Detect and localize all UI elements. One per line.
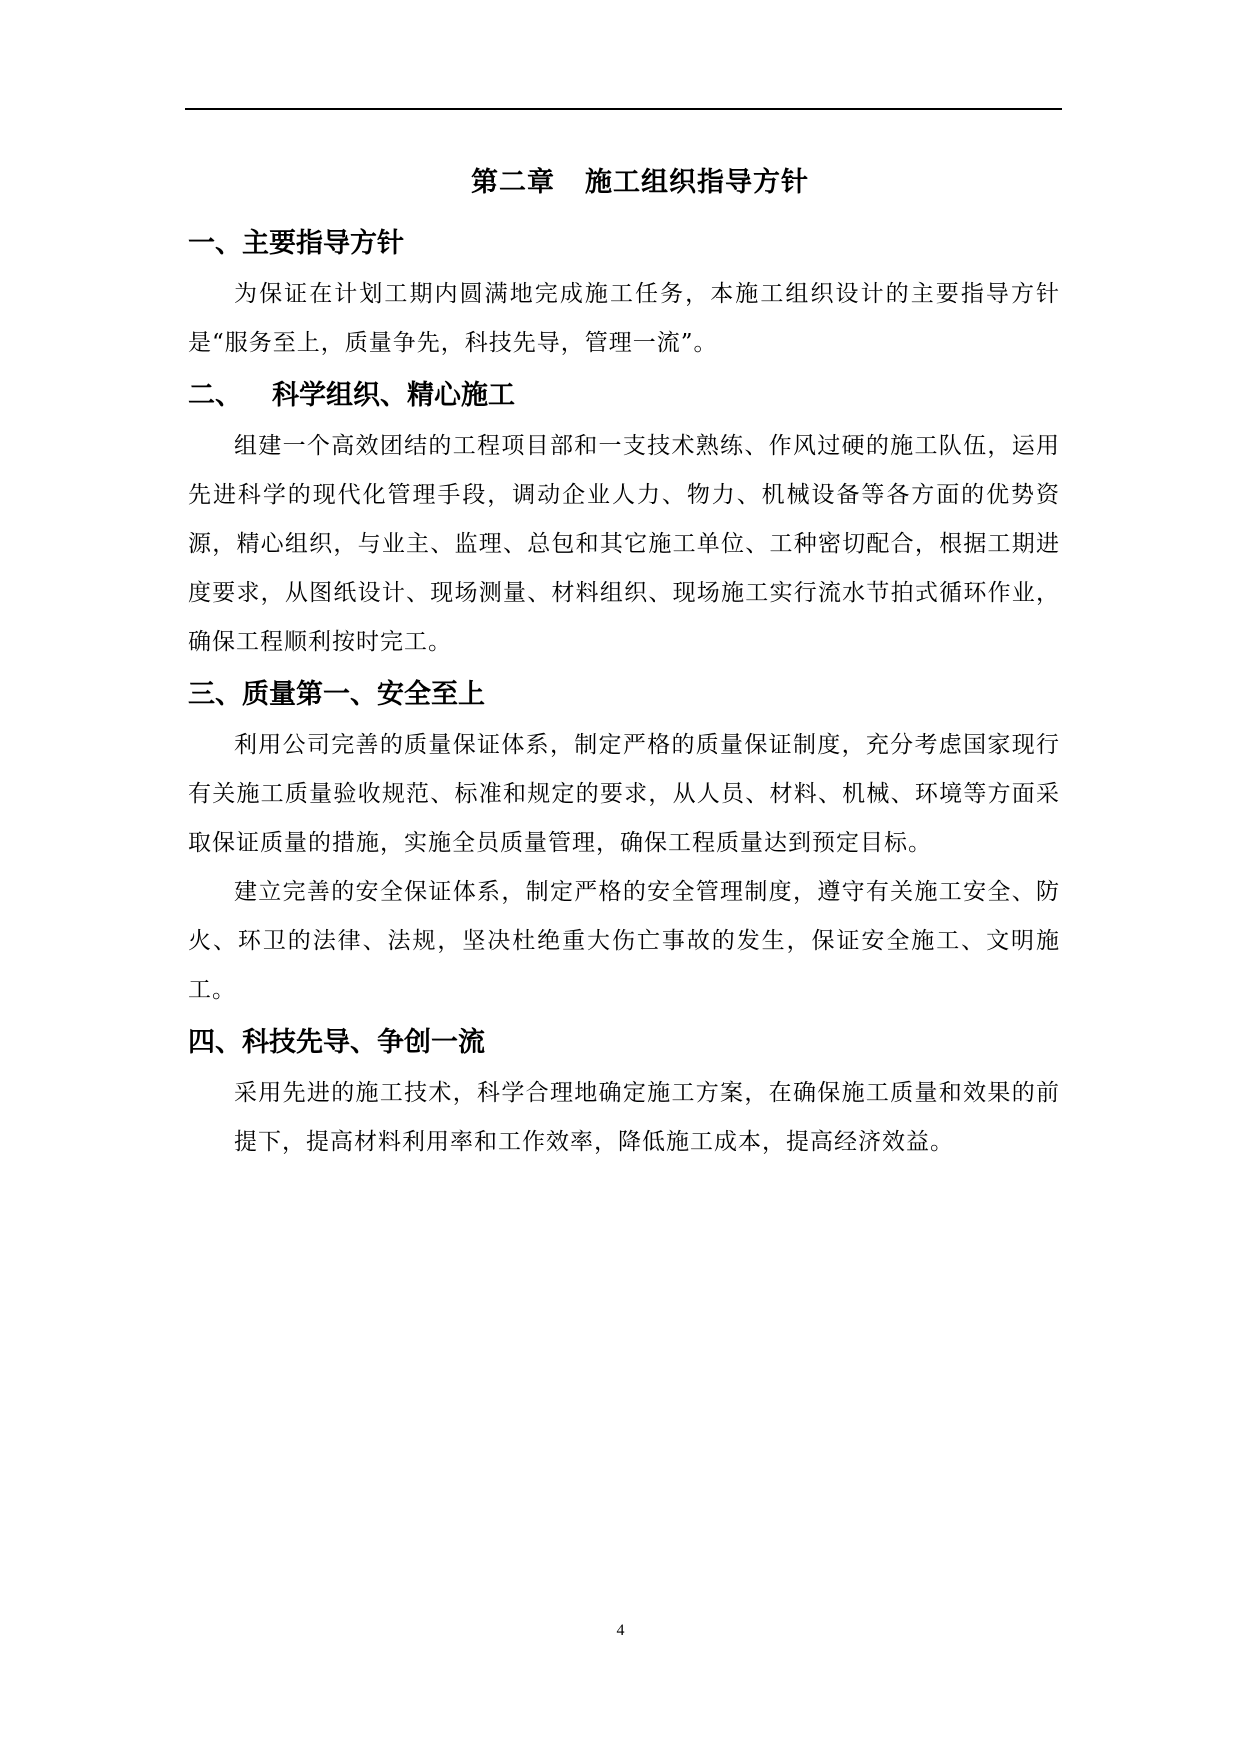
section-2-number: 二、: [188, 380, 242, 411]
section-2-paragraph-1: 组建一个高效团结的工程项目部和一支技术熟练、作风过硬的施工队伍，运用先进科学的现代化管理手段，调动企业人力、物力、机械设备等各方面的优势资源，精心组织，与业主、监理、总包和其它施工单位、工种密切配合，根据工期进度要求，从图纸设计、现场测量、材料组织、现场施工实行流水节拍式循环作业，确保工程顺利按时完工。: [188, 433, 1060, 655]
document-body: [188, 150, 1060, 1167]
chapter-number: 第二章: [471, 167, 555, 198]
header-rule: [185, 108, 1062, 110]
page-number: 4: [616, 1622, 625, 1639]
section-heading-4: 四、科技先导、争创一流: [188, 1027, 485, 1058]
section-3-paragraph-2: 建立完善的安全保证体系，制定严格的安全管理制度，遵守有关施工安全、防火、环卫的法律、法规，坚决杜绝重大伤亡事故的发生，保证安全施工、文明施工。: [188, 879, 1060, 1003]
section-1-paragraph-1: 为保证在计划工期内圆满地完成施工任务，本施工组织设计的主要指导方针是“服务至上，质量争先，科技先导，管理一流”。: [188, 281, 1060, 356]
section-3-paragraph-1: 利用公司完善的质量保证体系，制定严格的质量保证制度，充分考虑国家现行有关施工质量验收规范、标准和规定的要求，从人员、材料、机械、环境等方面采取保证质量的措施，实施全员质量管理，确保工程质量达到预定目标。: [188, 732, 1060, 856]
chapter-title: [188, 150, 1060, 216]
section-heading-2: [188, 368, 1060, 422]
section-heading-3: 三、质量第一、安全至上: [188, 679, 485, 710]
section-heading-1: 一、主要指导方针: [188, 228, 404, 259]
section-2-title: 科学组织、精心施工: [272, 380, 515, 411]
section-4-paragraph-1: 采用先进的施工技术，科学合理地确定施工方案，在确保施工质量和效果的前提下，提高材料利用率和工作效率，降低施工成本，提高经济效益。: [234, 1080, 1060, 1155]
chapter-name: 施工组织指导方针: [585, 167, 809, 198]
